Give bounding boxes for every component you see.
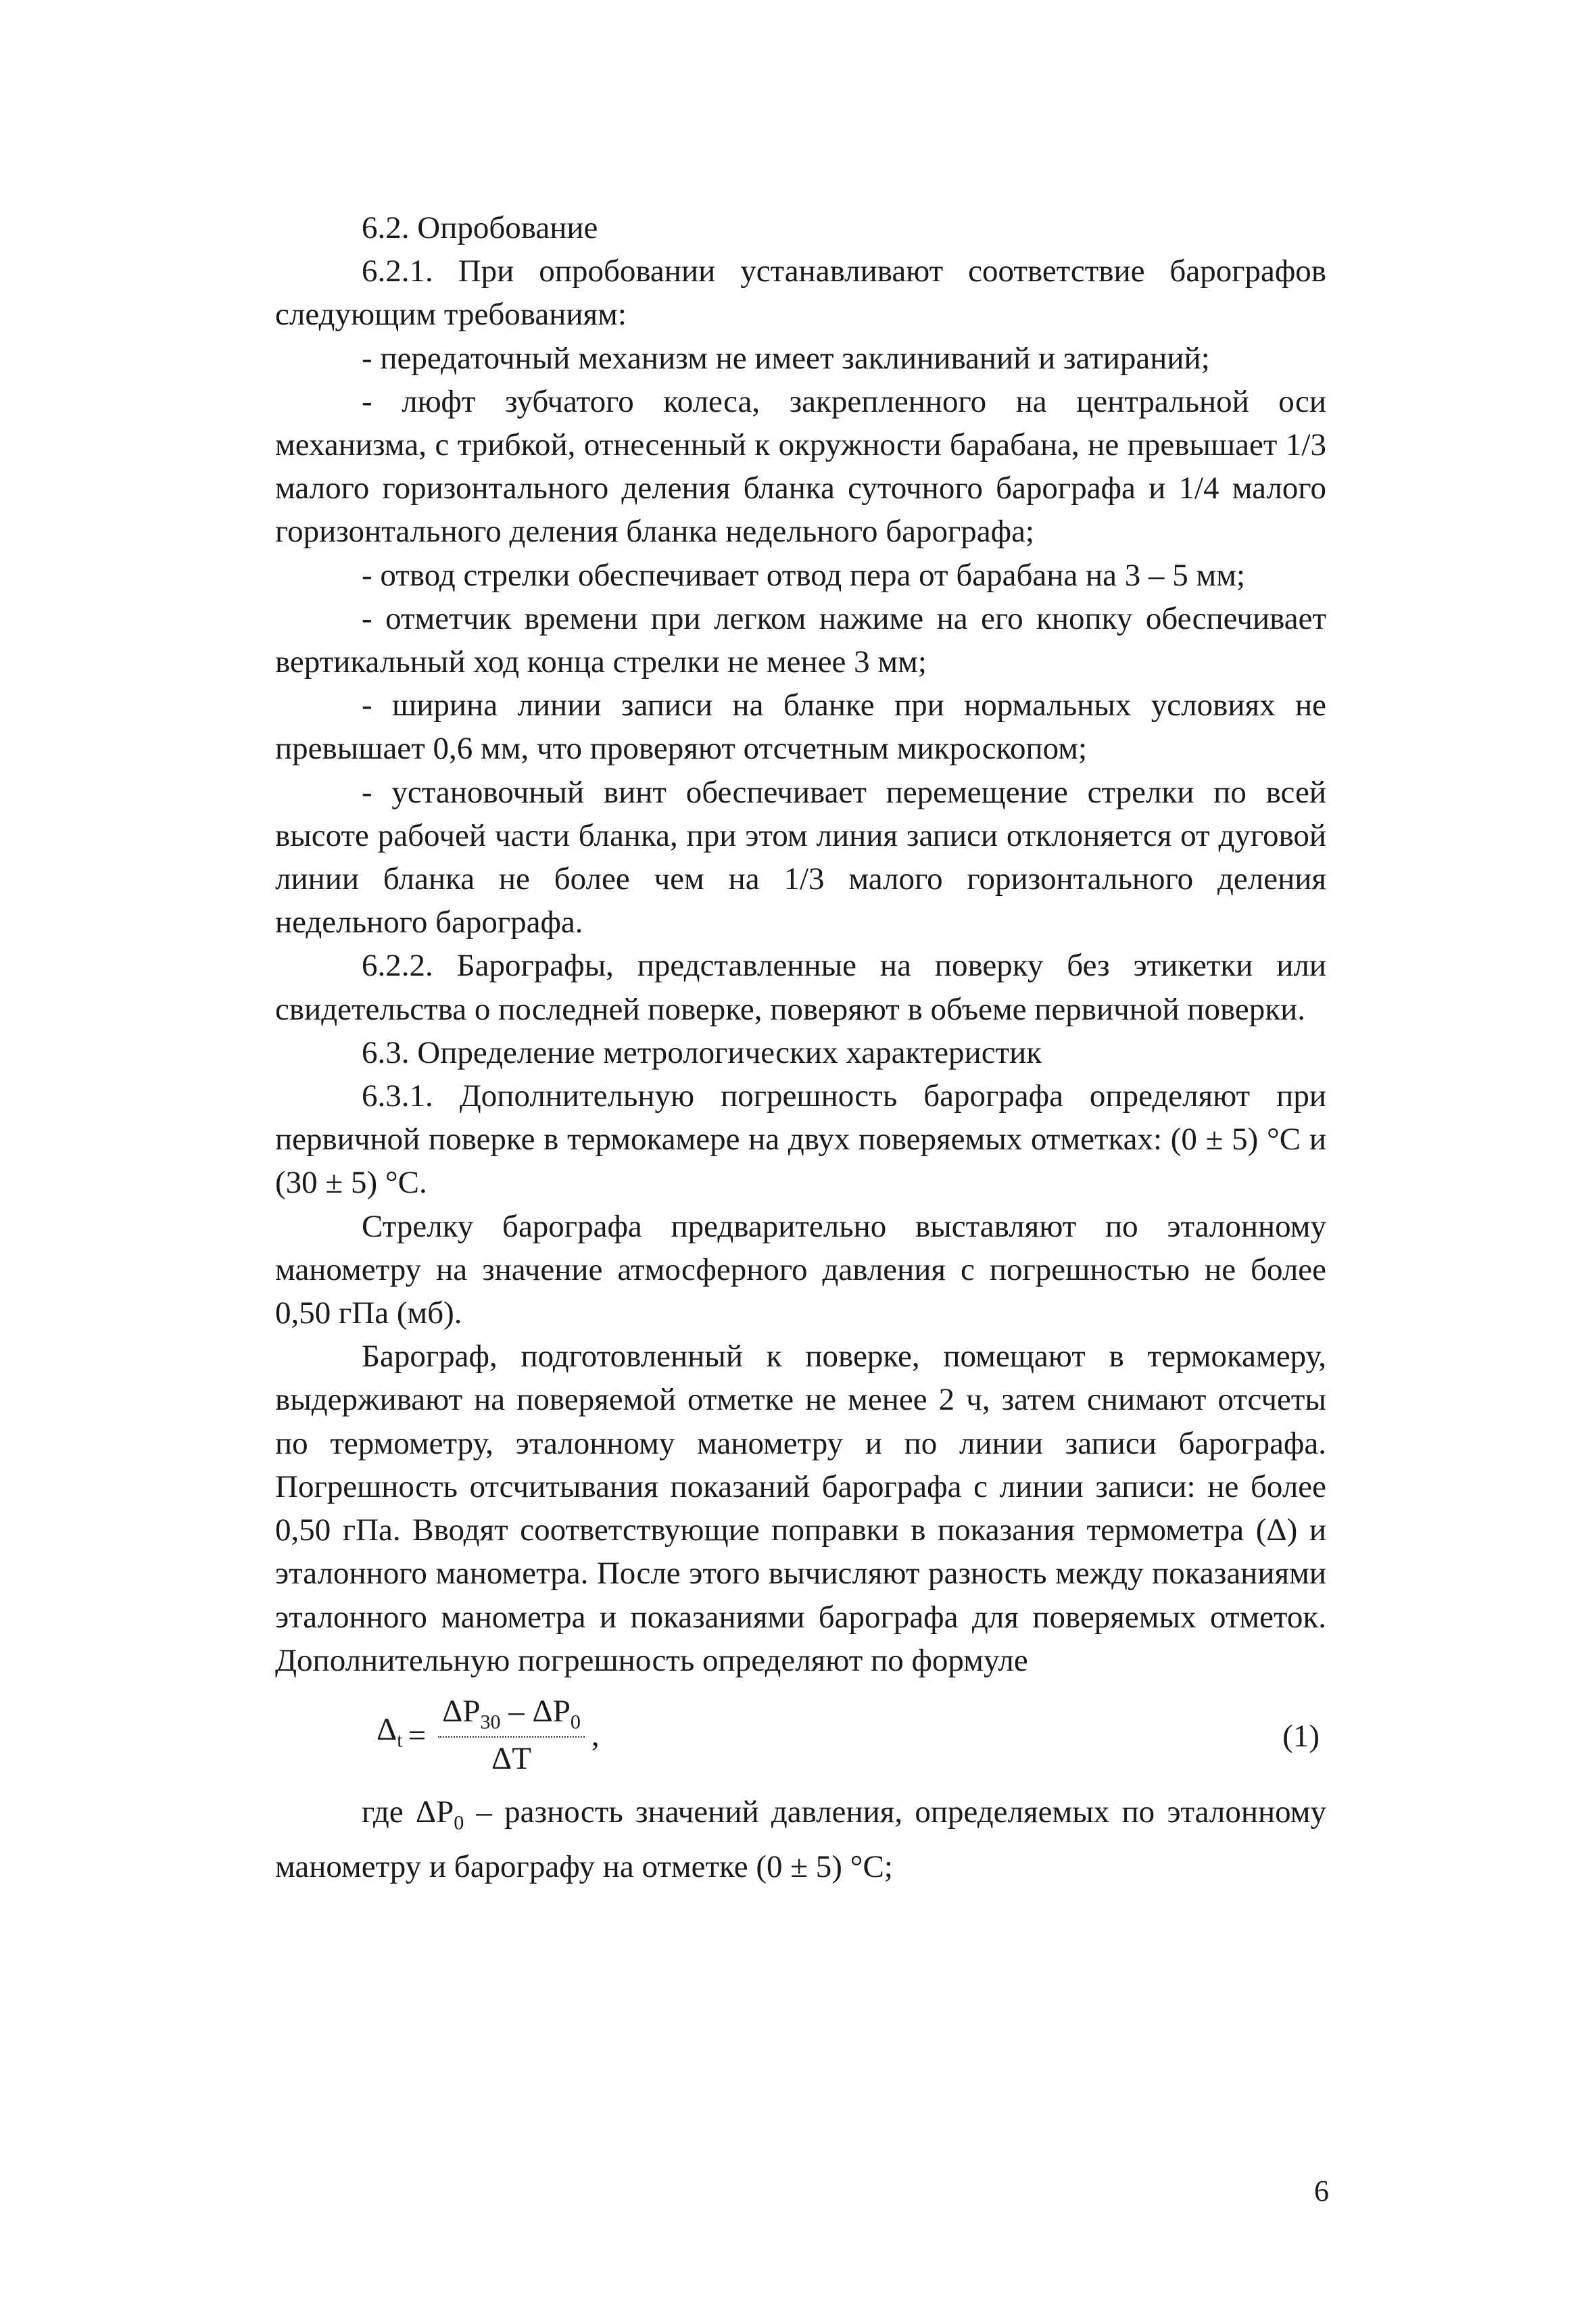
formula-1 <box>275 1686 1326 1788</box>
formula-expression <box>377 1693 600 1777</box>
paragraph-6-2-1: 6.2.1. При опробовании устанавливают соответствие барографов следующим требованиям: <box>275 254 1326 333</box>
section-heading-6-2: 6.2. Опробование <box>362 210 598 245</box>
paragraph-6-3-1: 6.3.1. Дополнительную погрешность барографа определяют при первичной поверке в термокамере на двух поверяемых отметках: (0 ± 5) °С и (30 ± 5) °С. <box>275 1078 1326 1201</box>
formula-lhs: $\Delta_t$ <box>377 1712 403 1752</box>
document-body <box>275 206 1326 1888</box>
list-item-backlash: - люфт зубчатого колеса, закрепленного на центральной оси механизма, с трибкой, отнесенный к окружности барабана, не превышает 1/3 малого горизонтального деления бланка суточного барографа и 1/4 малого горизонтального деления бланка недельного барографа; <box>275 383 1326 550</box>
formula-denominator: ΔT <box>491 1741 531 1777</box>
formula-numerator: $\Delta P_{30} - \Delta P_0$ <box>438 1696 585 1738</box>
formula-fraction <box>438 1693 585 1777</box>
equation-number: (1) <box>1282 1718 1320 1754</box>
formula-trailing-comma: , <box>591 1717 600 1753</box>
list-item-time-marker: - отметчик времени при легком нажиме на его кнопку обеспечивает вертикальный ход конца стрелки не менее 3 мм; <box>275 600 1326 680</box>
where-clause: где $\Delta P_0$ – разность значений давления, определяемых по эталонному манометру и барографу на отметке (0 ± 5) °С; <box>275 1794 1326 1884</box>
list-item-transmission: - передаточный механизм не имеет заклиниваний и затираний; <box>362 340 1210 376</box>
page-number: 6 <box>1314 2174 1329 2207</box>
paragraph-6-2-2: 6.2.2. Барографы, представленные на поверку без этикетки или свидетельства о последней поверке, поверяют в объеме первичной поверки. <box>275 948 1326 1027</box>
paragraph-arrow-setting: Стрелку барографа предварительно выставляют по эталонному манометру на значение атмосферного давления с погрешностью не более 0,50 гПа (мб). <box>275 1208 1326 1331</box>
formula-equals: = <box>408 1717 427 1753</box>
paragraph-thermochamber: Барограф, подготовленный к поверке, помещают в термокамеру, выдерживают на поверяемой отметке не менее 2 ч, затем снимают отсчеты по термометру, эталонному манометру и по линии записи барографа. Погрешность отсчитывания показаний барографа с линии записи: не более 0,50 гПа. Вводят соответствующие поправки в показания термометра (Δ) и эталонного манометра. После этого вычисляют разность между показаниями эталонного манометра и показаниями барографа для поверяемых отметок. Дополнительную погрешность определяют по формуле <box>275 1339 1326 1678</box>
list-item-arrow-retract: - отвод стрелки обеспечивает отвод пера от барабана на 3 – 5 мм; <box>362 557 1246 593</box>
list-item-line-width: - ширина линии записи на бланке при нормальных условиях не превышает 0,6 мм, что проверяют отсчетным микроскопом; <box>275 688 1326 767</box>
section-heading-6-3: 6.3. Определение метрологических характеристик <box>362 1034 1042 1070</box>
list-item-setting-screw: - установочный винт обеспечивает перемещение стрелки по всей высоте рабочей части бланка, при этом линия записи отклоняется от дуговой линии бланка не более чем на 1/3 малого горизонтального деления недельного барографа. <box>275 774 1326 940</box>
